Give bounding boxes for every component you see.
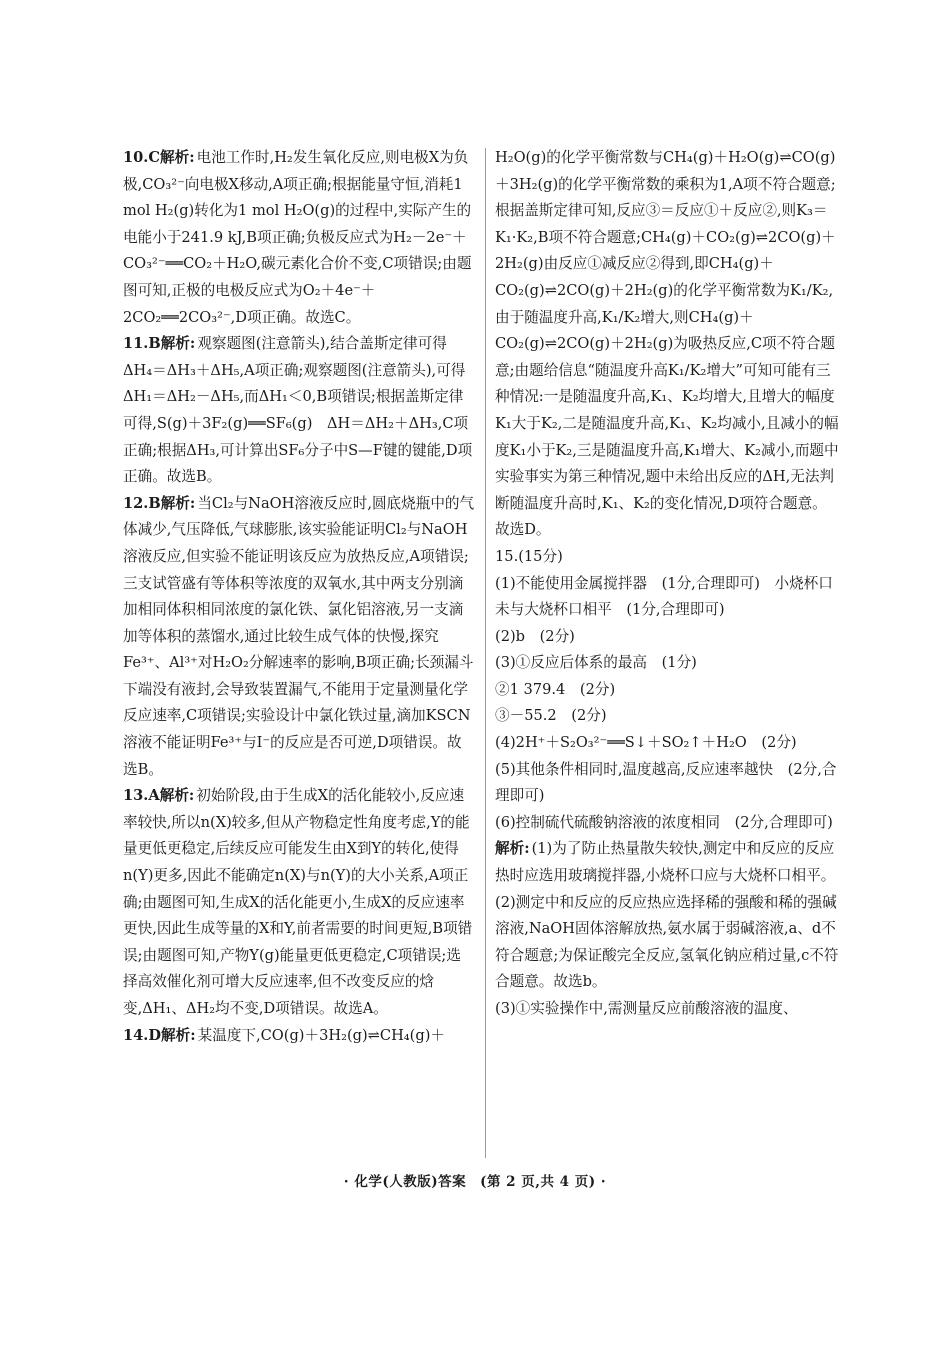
analysis-text: 电池工作时,H₂发生氧化反应,则电极X为负极,CO₃²⁻向电极X移动,A项正确;根据能量守恒,消耗1 mol H₂(g)转化为1 mol H₂O(g)的过程中,实际产生的电能小于241.9 kJ,B项正确;负极反应式为H₂－2e⁻＋CO₃²⁻══CO₂＋H₂O,碳元素化合价不变,C项错误;由题图可知,正极的电极反应式为O₂＋4e⁻＋2CO₂══2CO₃²⁻,D项正确。故选C。: [123, 149, 472, 326]
question-11: [123, 331, 475, 491]
question-number: 13.A: [123, 787, 160, 805]
answer-1: (1)不能使用金属搅拌器 (1分,合理即可) 小烧杯口未与大烧杯口相平 (1分,合理即可): [495, 574, 833, 619]
answer-4: (4)2H⁺＋S₂O₃²⁻══S↓＋SO₂↑＋H₂O (2分): [495, 734, 797, 752]
question-number: 12.B: [123, 494, 161, 512]
analysis-label: 解析:: [159, 787, 195, 805]
right-column: [495, 145, 840, 1023]
answer-3-2: ②1 379.4 (2分): [495, 680, 616, 698]
question-12: [123, 491, 475, 784]
answer-6: (6)控制硫代硫酸钠溶液的浓度相同 (2分,合理即可): [495, 813, 833, 831]
question-number: 10.C: [123, 149, 161, 166]
question-number: 14.D: [123, 1026, 162, 1044]
analysis-text: 观察题图(注意箭头),结合盖斯定律可得ΔH₄＝ΔH₃＋ΔH₅,A项正确;观察题图(注意箭头),可得ΔH₁＝ΔH₂－ΔH₅,而ΔH₁＜0,B项错误;根据盖斯定律可得,S(g)＋3F₂(g)══SF₆(g) ΔH＝ΔH₂＋ΔH₃,C项正确;根据ΔH₃,可计算出SF₆分子中S—F键的键能,D项正确。故选B。: [123, 335, 473, 486]
analysis-label: 解析:: [161, 1026, 196, 1044]
question-14-continued: H₂O(g)的化学平衡常数与CH₄(g)＋H₂O(g)⇌CO(g)＋3H₂(g)的化学平衡常数的乘积为1,A项不符合题意;根据盖斯定律可知,反应③＝反应①＋反应②,则K₃＝K₁·K₂,B项不符合题意;CH₄(g)＋CO₂(g)⇌2CO(g)＋2H₂(g)由反应①减反应②得到,即CH₄(g)＋CO₂(g)⇌2CO(g)＋2H₂(g)的化学平衡常数为K₁/K₂,由于随温度升高,K₁/K₂增大,则CH₄(g)＋CO₂(g)⇌2CO(g)＋2H₂(g)为吸热反应,C项不符合题意;由题给信息“随温度升高K₁/K₂增大”可知可能有三种情况:一是随温度升高,K₁、K₂均增大,且增大的幅度K₁大于K₂,二是随温度升高,K₁、K₂均减小,且减小的幅度K₁小于K₂,三是随温度升高,K₁增大、K₂减小,而题中实验事实为第三种情况,题中未给出反应的ΔH,无法判断随温度升高时,K₁、K₂的变化情况,D项符合题意。故选D。: [495, 149, 839, 539]
question-number: 11.B: [123, 335, 161, 353]
page-footer: · 化学(人教版)答案 (第 2 页,共 4 页) ·: [343, 1174, 607, 1190]
left-column: [123, 145, 475, 1049]
explanation-3: (3)①实验操作中,需测量反应前酸溶液的温度、: [495, 1000, 798, 1017]
analysis-label: 解析:: [160, 335, 196, 353]
question-14: [123, 1023, 475, 1050]
analysis-label: 解析:: [160, 149, 195, 166]
explanation-1: (1)为了防止热量散失较快,测定中和反应的反应热时应选用玻璃搅拌器,小烧杯口应与大烧杯口相平。: [495, 840, 836, 885]
analysis-text: 初始阶段,由于生成X的活化能较小,反应速率较快,所以n(X)较多,但从产物稳定性角度考虑,Y的能量更低更稳定,后续反应可能发生由X到Y的转化,使得n(Y)更多,因此不能确定n(X)与n(Y)的大小关系,A项正确;由题图可知,生成X的活化能更小,生成X的反应速率更快,因此生成等量的X和Y,前者需要的时间更短,B项错误;由题图可知,产物Y(g)能量更低更稳定,C项错误;选择高效催化剂可增大反应速率,但不改变反应的焓变,ΔH₁、ΔH₂均不变,D项错误。故选A。: [123, 787, 473, 1017]
question-15-header: 15.(15分): [495, 547, 563, 565]
analysis-text: 当Cl₂与NaOH溶液反应时,圆底烧瓶中的气体减少,气压降低,气球膨胀,该实验能证明Cl₂与NaOH溶液反应,但实验不能证明该反应为放热反应,A项错误;三支试管盛有等体积等浓度的双氧水,其中两支分别滴加相同体积相同浓度的氯化铁、氯化铝溶液,另一支滴加等体积的蒸馏水,通过比较生成气体的快慢,探究Fe³⁺、Al³⁺对H₂O₂分解速率的影响,B项正确;长颈漏斗下端没有液封,会导致装置漏气,不能用于定量测量化学反应速率,C项错误;实验设计中氯化铁过量,滴加KSCN溶液不能证明Fe³⁺与I⁻的反应是否可逆,D项错误。故选B。: [123, 494, 475, 778]
analysis-label: 解析:: [495, 840, 530, 858]
answer-5: (5)其他条件相同时,温度越高,反应速率越快 (2分,合理即可): [495, 760, 837, 805]
answer-2: (2)b (2分): [495, 627, 575, 645]
analysis-text: 某温度下,CO(g)＋3H₂(g)⇌CH₄(g)＋: [197, 1026, 445, 1044]
answer-3-3: ③－55.2 (2分): [495, 707, 607, 725]
question-15-explanation: [495, 836, 840, 1022]
analysis-label: 解析:: [160, 494, 196, 512]
explanation-2: (2)测定中和反应的反应热应选择稀的强酸和稀的强碱溶液,NaOH固体溶解放热,氨水属于弱碱溶液,a、d不符合题意;为保证酸完全反应,氢氧化钠应稍过量,c不符合题意。故选b。: [495, 893, 839, 991]
answer-3-1: (3)①反应后体系的最高 (1分): [495, 654, 697, 672]
column-divider: [485, 148, 486, 1158]
question-10: [123, 145, 475, 331]
question-15-answers: [495, 571, 840, 837]
question-13: [123, 783, 475, 1022]
